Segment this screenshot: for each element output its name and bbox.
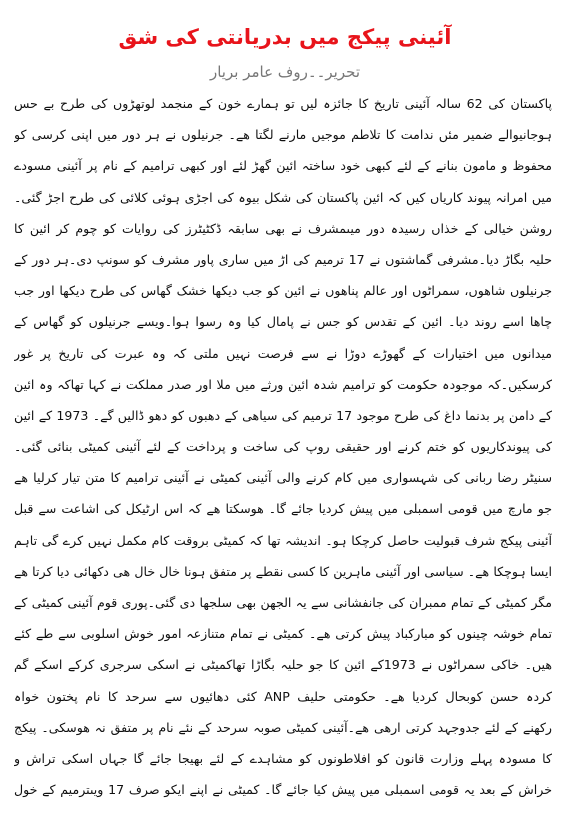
article-line: میدانوں میں اختیارات کے گھوڑے دوڑا نے سے فرصت نہیں ملتی کہ وہ عبرت کی تاریخ پر غور bbox=[14, 345, 552, 361]
article-title: آئینی پیکج میں بدریانتی کی شق bbox=[118, 25, 452, 49]
article-line: کرسکیں۔کہ موجودہ حکومت کو ترامیم شدہ ائین ورثے میں ملا اور صدر مملکت نے کہا تھاکہ وہ ائین bbox=[14, 376, 552, 392]
article-line: ھیں۔ خاکی سمراٹوں نے 1973کے ائین کا جو حلیہ بگاڑا تھاکمیٹی نے اسکی سرجری کرکے اسکے گم bbox=[14, 657, 552, 673]
article-line: سنیٹر رضا ربانی کی شہسواری میں کام کرنے والی آئینی کمیٹی نے آئینی ترامیم کا متن تیار کرلیا ھے bbox=[14, 470, 552, 486]
article-body bbox=[14, 88, 552, 805]
article-line: تمام خوشہ چینوں کو مبارکباد پیش کرتی ھے۔ کمیٹی نے تمام متنازعہ امور خوش اسلوبی سے طے کئے bbox=[14, 626, 552, 642]
article-line: حلیہ بگاڑ دیا۔مشرفی گماشتوں نے 17 ترمیم کی اڑ میں ساری پاور مشرف کو سونپ دی۔ہر دور کے bbox=[14, 251, 552, 267]
article-line: ایسا ہوچکا ھے۔ سیاسی اور آئینی ماہرین کا کسی نقطے پر متفق ہونا خال خال ھی دکھائی دیا کرتا ھے bbox=[14, 563, 552, 579]
article-byline: تحریر۔۔روف عامر بریار bbox=[209, 63, 360, 81]
article-line: مگر کمیٹی کے تمام ممبران کی جانفشانی سے یہ الجھن بھی سلجھا دی گئی۔پوری قوم آئینی کمیٹی کے bbox=[14, 595, 552, 610]
article-line: روشن خیالی کے خذاں رسیدہ دور میںمشرف نے بھی سابقہ ڈکٹیٹرز کی روایات کو چوم کر ائین کا bbox=[14, 220, 552, 236]
article-line: خراش کے بعد یہ قومی اسمبلی میں پیش کیا جائے گا۔ کمیٹی نے اپنے ایکو صرف 17 ویںترمیم کے خول bbox=[14, 782, 552, 798]
article-line: کردہ حسن کوبحال کردیا ھے۔ حکومتی حلیف ANP کئی دھائیوں سے سرحد کا نام پختون خواہ bbox=[14, 688, 552, 704]
article-line: جو مارچ میں قومی اسمبلی میں پیش کردیا جائے گا۔ ھوسکتا ھے کہ اس ارٹیکل کی اشاعت سے قبل bbox=[14, 501, 552, 517]
article-line: کی پیوندکاریوں کو ختم کرنے اور حقیقی روپ کی ساخت و پرداخت کے لئے آئینی کمیٹی بنائی گئی۔ bbox=[14, 439, 552, 455]
article-line: چاھا اسے روند دیا۔ ائین کے تقدس کو جس نے پامال کیا وہ رسوا ہوا۔ویسے جرنیلوں کو گھاس کے bbox=[14, 314, 552, 330]
article-line: آئینی پیکج شرف قبولیت حاصل کرچکا ہو۔ اندیشہ تھا کہ کمیٹی بروقت کام مکمل نہیں کرے گی تاہم bbox=[14, 532, 552, 548]
article-line: میں امرانہ پیوند کاریاں کیں کہ ائین پاکستان کی شکل بیوہ کی اجڑی ہوئی کلائی کی طرح اجڑ گئی۔ bbox=[14, 189, 552, 205]
article-line: رکھنے کے لئے جدوجہد کرتی ارھی ھے۔آئینی کمیٹی صوبہ سرحد کے نئے نام پر متفق نہ ھوسکی۔ پیکج bbox=[14, 719, 552, 735]
article-line: کا مسودہ پہلے وزارت قانون کو افلاطونوں کو مشاہدے کے لئے بھیجا جائے گا جہاں اسکی تراش و bbox=[14, 750, 552, 766]
article-line: جرنیلوں شاھوں، سمراٹوں اور عالم پناھوں نے ائین کو جب دیکھا خشک گھاس کی طرح دیکھا اور جب bbox=[14, 283, 552, 299]
article-line: محفوظ و مامون بنانے کے لئے کبھی خود ساختہ ائین گھڑ لئے اور کبھی ترامیم کے نام پر آئینی مسودے bbox=[14, 158, 552, 174]
article-line: کے دامن پر بدنما داغ کی طرح موجود 17 ترمیم کی سیاھی کے دھبوں کو دھو ڈالیں گے۔ 1973 کے ائین bbox=[14, 407, 552, 423]
article-line: ہوجانیوالے ضمیر مئں ندامت کا تلاطم موجیں مارنے لگتا ھے۔ جرنیلوں نے ہر دور میں اپنی کرسی کو bbox=[14, 127, 552, 143]
article-line: پاکستان کی 62 سالہ آئینی تاریخ کا جائزہ لیں تو ہمارے خون کے منجمد لوتھڑوں کی طرح بے حس bbox=[14, 96, 552, 111]
